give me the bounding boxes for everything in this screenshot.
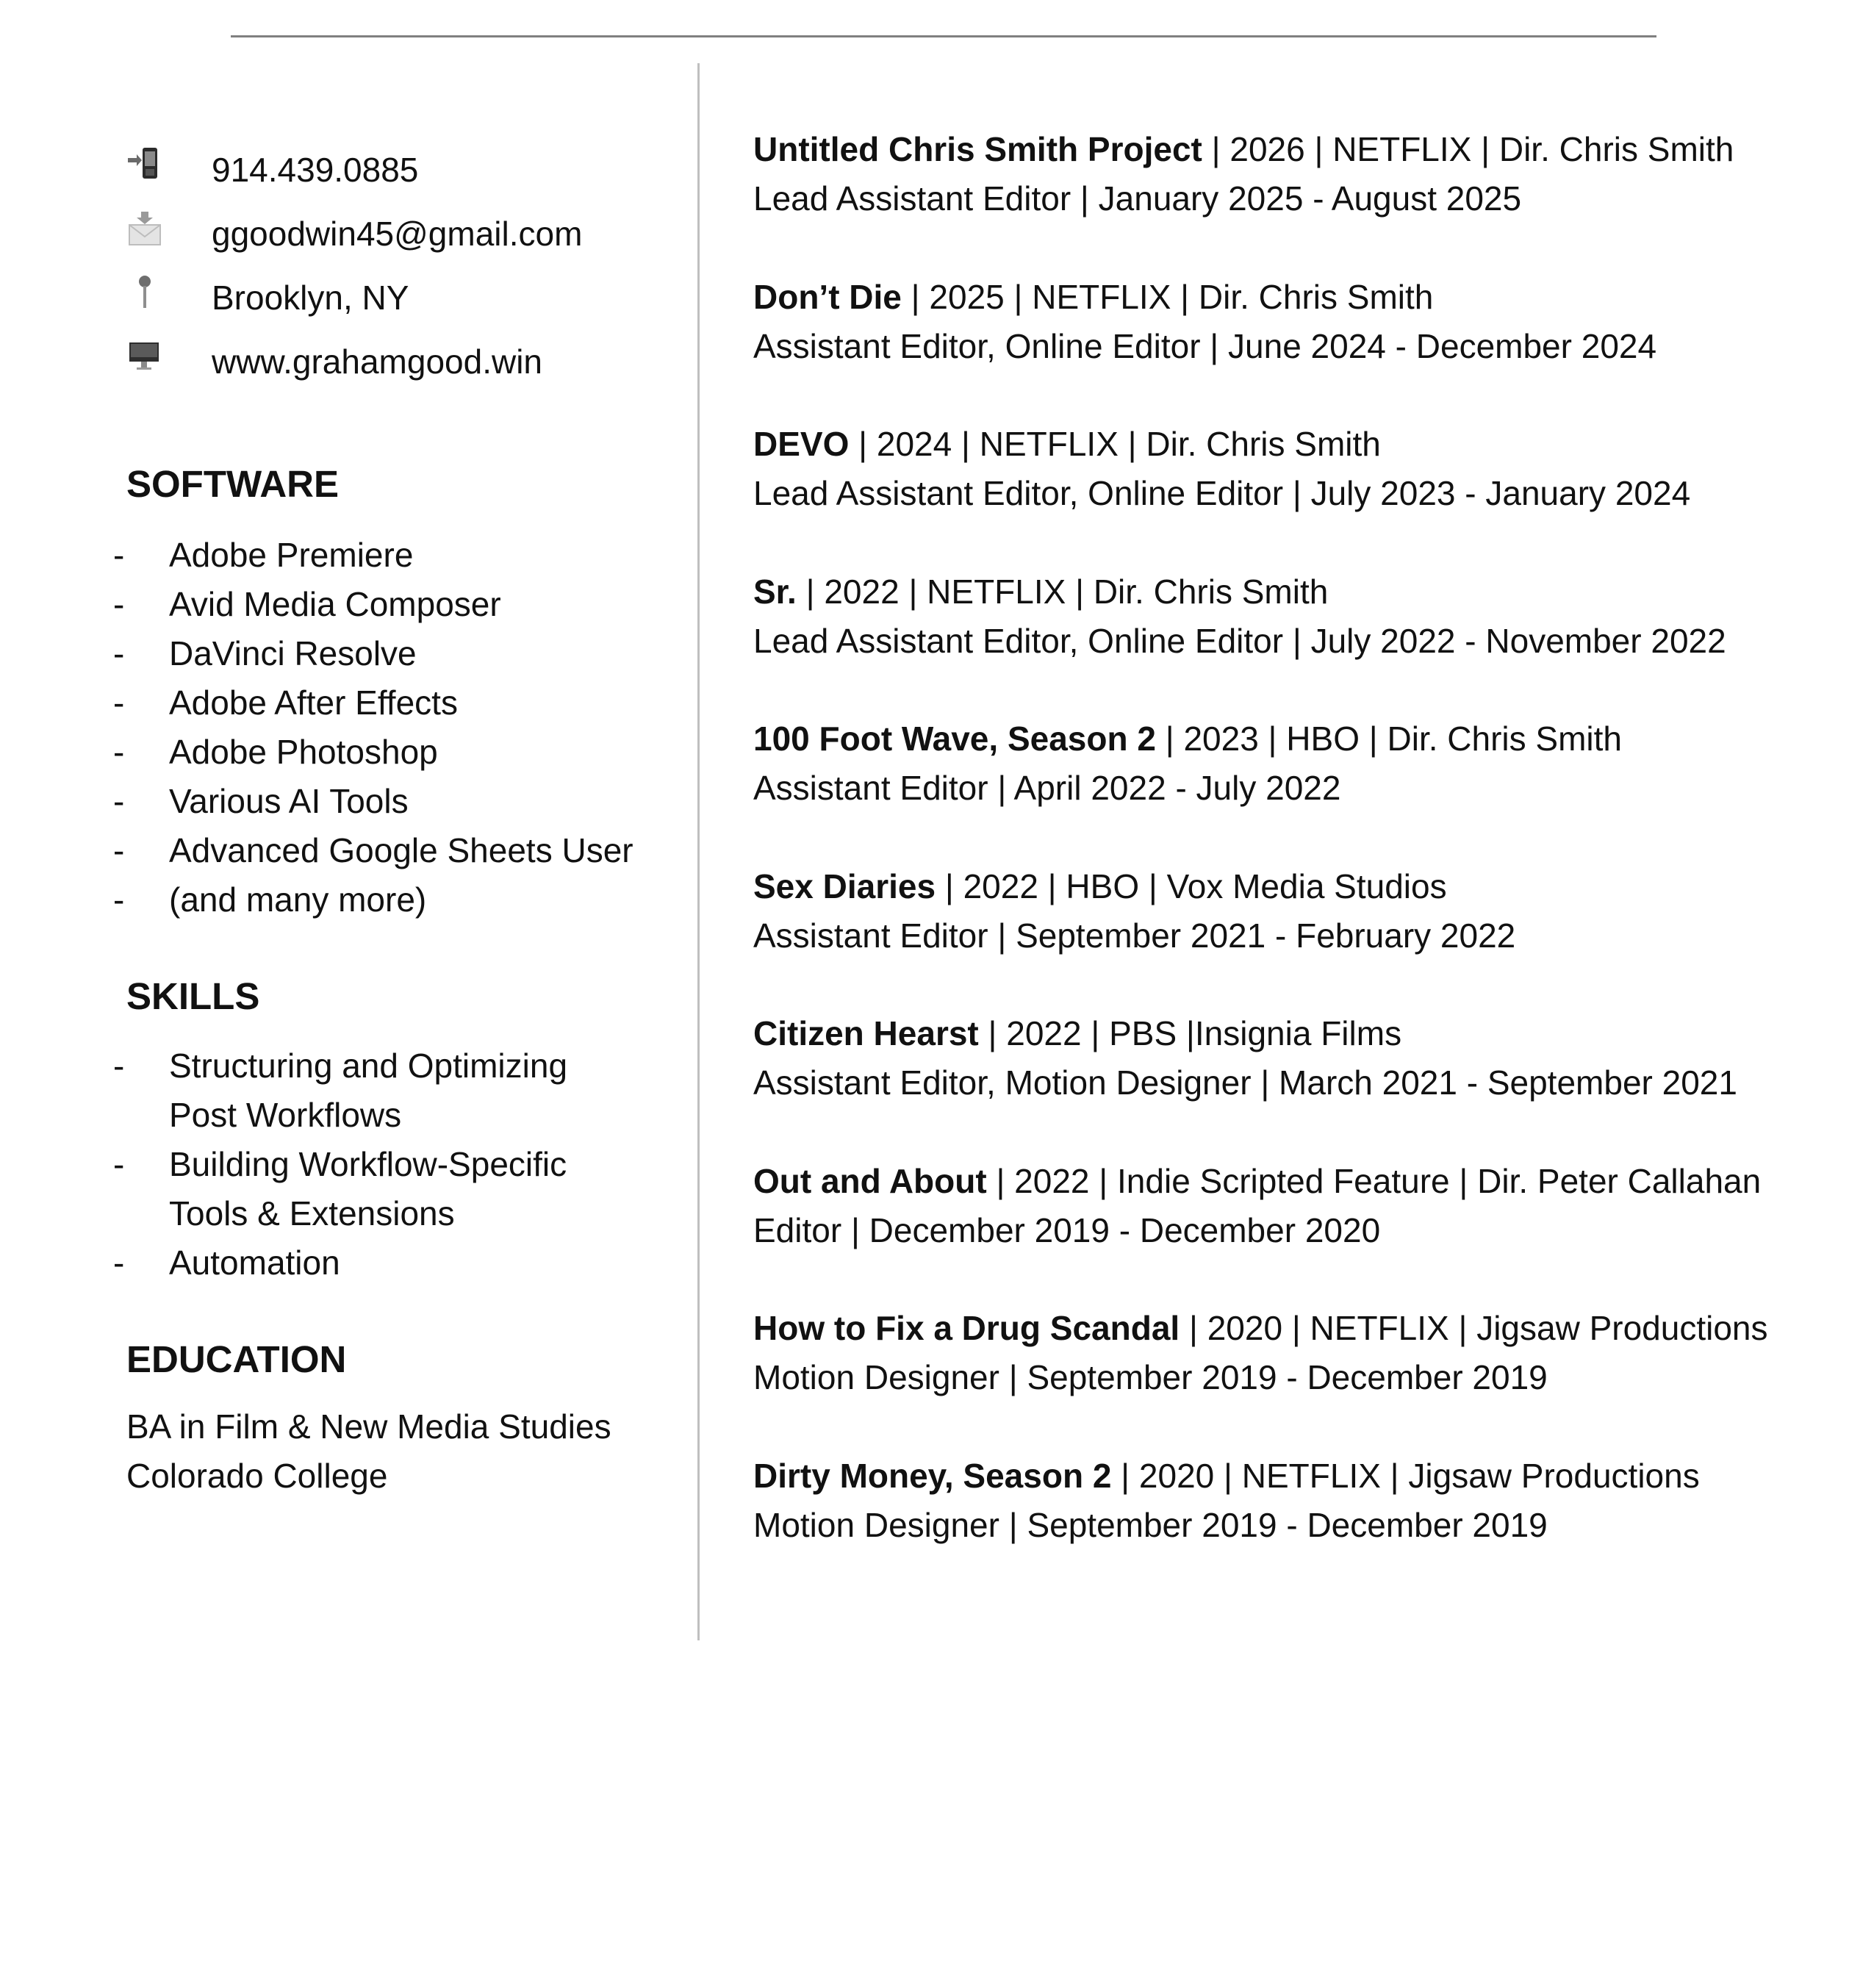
skill-item-line: Tools & Extensions <box>169 1194 455 1232</box>
website-link[interactable]: www.grahamgood.win <box>212 342 543 381</box>
experience-entry <box>753 1304 1856 1451</box>
list-item <box>110 875 669 925</box>
software-list <box>110 531 669 925</box>
bullet-dash: - <box>113 1244 125 1282</box>
experience-entry <box>753 420 1856 567</box>
location-text: Brooklyn, NY <box>212 279 409 317</box>
software-heading: SOFTWARE <box>126 463 339 505</box>
skill-item-line: Post Workflows <box>169 1096 402 1134</box>
skills-list <box>110 1041 669 1288</box>
phone-number[interactable]: 914.439.0885 <box>212 151 419 189</box>
project-role: Motion Designer | September 2019 - December 2019 <box>753 1358 1548 1396</box>
experience-entry <box>753 1157 1856 1305</box>
experience-entry <box>753 1009 1856 1157</box>
contact-phone <box>126 144 419 189</box>
list-item <box>110 1041 669 1140</box>
software-item: Adobe After Effects <box>169 683 458 722</box>
project-details: | 2024 | NETFLIX | Dir. Chris Smith <box>849 425 1381 463</box>
project-title: Out and About <box>753 1161 987 1200</box>
list-item <box>110 728 669 777</box>
contact-email <box>126 208 583 253</box>
project-role: Assistant Editor, Motion Designer | March 2021 - September 2021 <box>753 1063 1737 1102</box>
list-item <box>110 580 669 629</box>
email-link[interactable]: ggoodwin45@gmail.com <box>212 215 583 253</box>
bullet-dash: - <box>113 1047 125 1085</box>
project-details: | 2025 | NETFLIX | Dir. Chris Smith <box>901 277 1434 316</box>
software-item: Avid Media Composer <box>169 585 501 623</box>
bullet-dash: - <box>113 782 125 820</box>
project-details: | 2023 | HBO | Dir. Chris Smith <box>1155 720 1622 758</box>
bullet-dash: - <box>113 683 125 722</box>
top-divider <box>231 35 1656 37</box>
column-divider <box>697 63 700 1640</box>
project-title: Citizen Hearst <box>753 1014 979 1052</box>
project-role: Lead Assistant Editor, Online Editor | July 2022 - November 2022 <box>753 621 1726 660</box>
list-item <box>110 629 669 678</box>
project-details: | 2022 | PBS |Insignia Films <box>978 1014 1402 1052</box>
project-details: | 2020 | NETFLIX | Jigsaw Productions <box>1111 1456 1700 1495</box>
project-details: | 2022 | HBO | Vox Media Studios <box>936 866 1447 905</box>
bullet-dash: - <box>113 536 125 574</box>
project-role: Lead Assistant Editor | January 2025 - August 2025 <box>753 179 1522 218</box>
project-details: | 2022 | NETFLIX | Dir. Chris Smith <box>796 572 1329 611</box>
project-title: Untitled Chris Smith Project <box>753 130 1202 168</box>
list-item <box>110 777 669 826</box>
experience-entry <box>753 125 1856 273</box>
list-item <box>110 678 669 728</box>
project-details: | 2020 | NETFLIX | Jigsaw Productions <box>1180 1309 1768 1347</box>
skill-item-line: Building Workflow-Specific <box>169 1145 567 1183</box>
contact-location <box>126 272 409 317</box>
skills-heading: SKILLS <box>126 975 260 1017</box>
location-pin-icon <box>126 274 166 311</box>
project-role: Assistant Editor | April 2022 - July 2022 <box>753 769 1341 807</box>
software-item: Various AI Tools <box>169 782 409 820</box>
education-degree: BA in Film & New Media Studies <box>126 1407 611 1446</box>
project-role: Assistant Editor | September 2021 - February 2022 <box>753 916 1516 955</box>
education-school: Colorado College <box>126 1457 388 1495</box>
bullet-dash: - <box>113 733 125 771</box>
contact-website <box>126 336 543 381</box>
experience-entry <box>753 714 1856 862</box>
project-role: Editor | December 2019 - December 2020 <box>753 1210 1381 1249</box>
project-title: Sr. <box>753 572 797 611</box>
phone-icon <box>126 146 166 183</box>
project-role: Assistant Editor, Online Editor | June 2024 - December 2024 <box>753 326 1657 365</box>
project-title: Sex Diaries <box>753 866 936 905</box>
project-title: How to Fix a Drug Scandal <box>753 1309 1180 1347</box>
list-item <box>110 531 669 580</box>
skill-item-line: Automation <box>169 1244 340 1282</box>
education-heading: EDUCATION <box>126 1338 347 1380</box>
software-item: (and many more) <box>169 880 427 919</box>
bullet-dash: - <box>113 1145 125 1183</box>
experience-entry <box>753 862 1856 1010</box>
project-details: | 2026 | NETFLIX | Dir. Chris Smith <box>1202 130 1734 168</box>
project-details: | 2022 | Indie Scripted Feature | Dir. Peter Callahan <box>986 1161 1762 1200</box>
bullet-dash: - <box>113 634 125 672</box>
list-item <box>110 1140 669 1238</box>
bullet-dash: - <box>113 585 125 623</box>
software-item: Adobe Photoshop <box>169 733 438 771</box>
experience-list <box>753 125 1856 1598</box>
experience-entry <box>753 567 1856 715</box>
skill-item-line: Structuring and Optimizing <box>169 1047 568 1085</box>
experience-entry <box>753 1451 1856 1599</box>
project-role: Lead Assistant Editor, Online Editor | July 2023 - January 2024 <box>753 474 1691 512</box>
bullet-dash: - <box>113 880 125 919</box>
list-item <box>110 826 669 875</box>
software-item: Advanced Google Sheets User <box>169 831 633 869</box>
project-title: 100 Foot Wave, Season 2 <box>753 720 1156 758</box>
monitor-icon <box>126 338 166 375</box>
bullet-dash: - <box>113 831 125 869</box>
software-item: DaVinci Resolve <box>169 634 417 672</box>
list-item <box>110 1238 669 1288</box>
experience-entry <box>753 273 1856 420</box>
mail-icon <box>126 210 166 247</box>
project-title: Don’t Die <box>753 277 902 316</box>
software-item: Adobe Premiere <box>169 536 414 574</box>
project-role: Motion Designer | September 2019 - December 2019 <box>753 1505 1548 1544</box>
project-title: DEVO <box>753 425 850 463</box>
project-title: Dirty Money, Season 2 <box>753 1456 1112 1495</box>
